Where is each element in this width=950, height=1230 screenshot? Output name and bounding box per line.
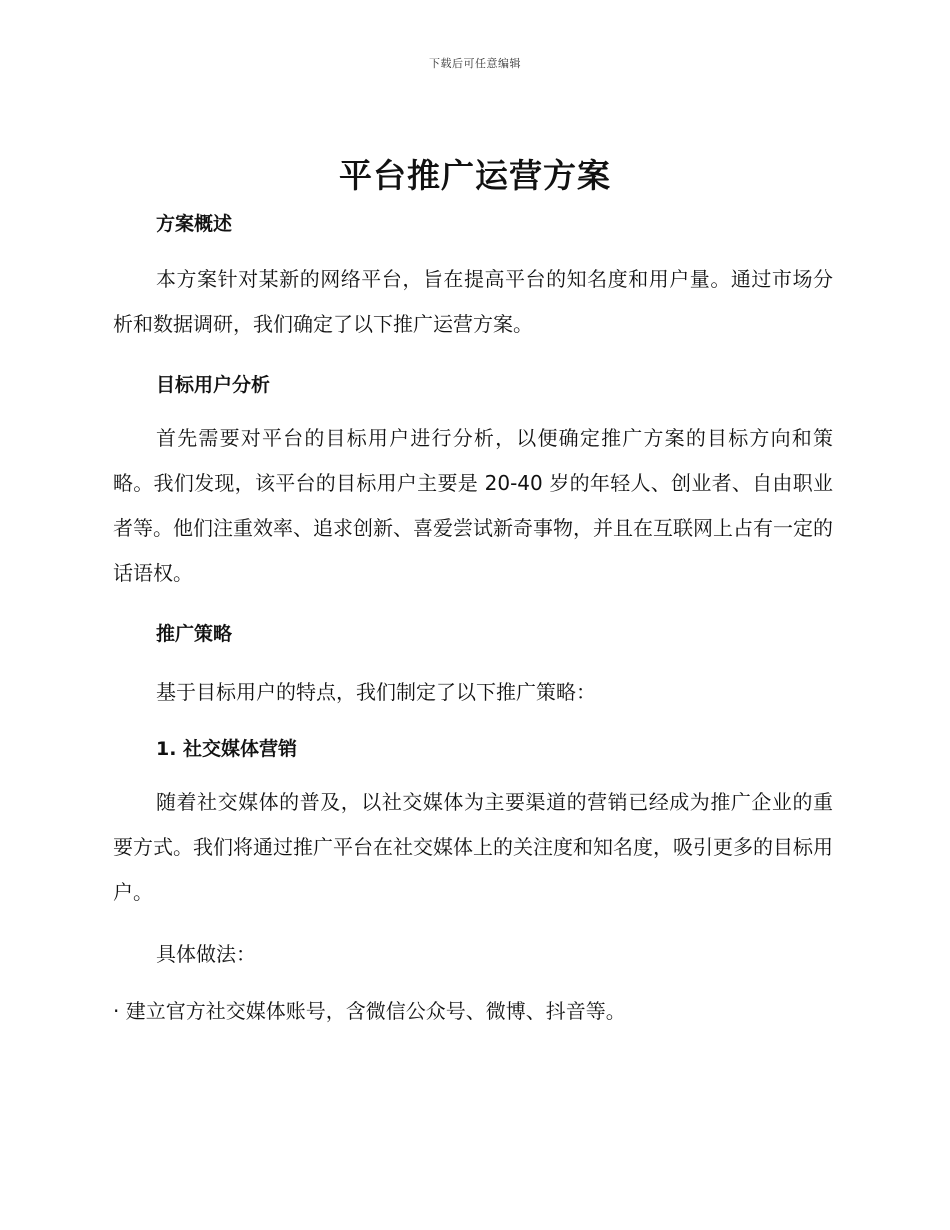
list-item: · 建立官方社交媒体账号，含微信公众号、微博、抖音等。 <box>113 999 626 1023</box>
section-heading-target-users: 目标用户分析 <box>156 374 271 396</box>
section-heading-strategy: 推广策略 <box>156 623 233 645</box>
header-note: 下载后可任意编辑 <box>429 57 521 70</box>
strategy-intro: 基于目标用户的特点，我们制定了以下推广策略： <box>156 680 596 704</box>
paragraph-social-media: 随着社交媒体的普及，以社交媒体为主要渠道的营销已经成为推广企业的重要方式。我们将通过推广平台在社交媒体上的关注度和知名度，吸引更多的目标用户。 <box>113 790 833 904</box>
document-title: 平台推广运营方案 <box>339 156 611 195</box>
method-label: 具体做法： <box>156 942 256 966</box>
paragraph-target-users: 首先需要对平台的目标用户进行分析，以便确定推广方案的目标方向和策略。我们发现，该平台的目标用户主要是 20-40 岁的年轻人、创业者、自由职业者等。他们注重效率、追求创新、喜爱尝试新奇事物，并且在互联网上占有一定的话语权。 <box>113 426 833 585</box>
section-heading-overview: 方案概述 <box>156 213 233 235</box>
section-heading-social-media: 1. 社交媒体营销 <box>156 738 298 760</box>
paragraph-overview: 本方案针对某新的网络平台，旨在提高平台的知名度和用户量。通过市场分析和数据调研，我们确定了以下推广运营方案。 <box>113 267 833 336</box>
